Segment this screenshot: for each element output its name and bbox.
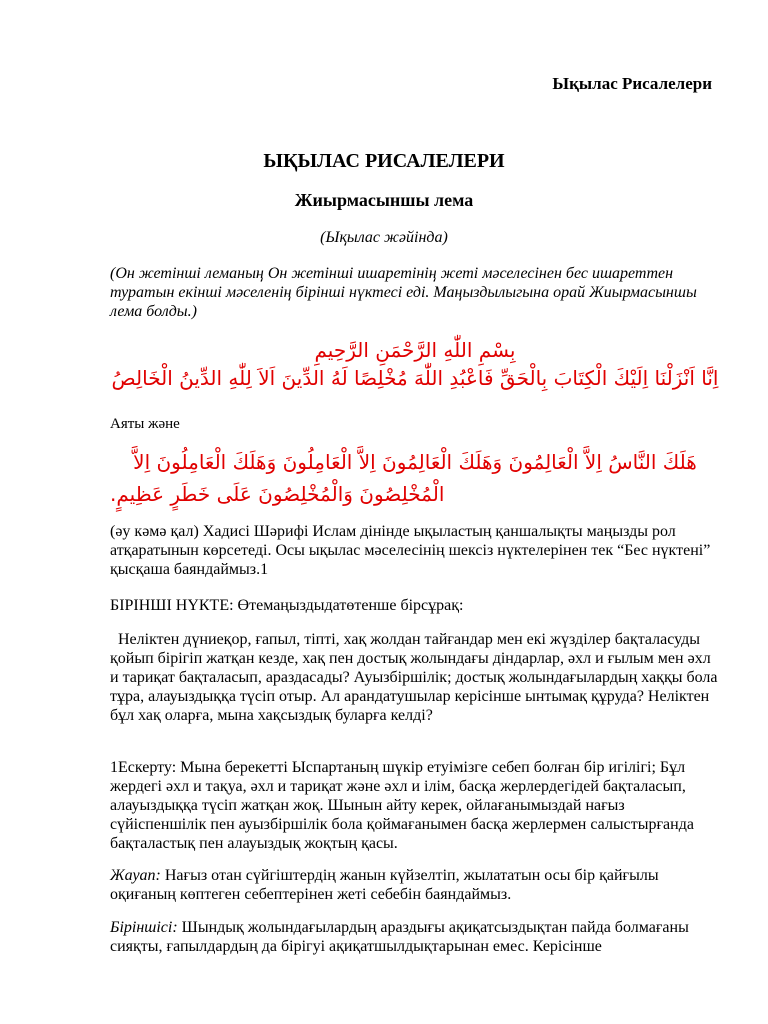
first-reason-text: Шындық жолындағылардың араздығы ақиқатсыздықтан пайда болмағаны сияқты, ғапылдардың да бірігуі ақиқатшылдықтарынан емес. Керісінше (110, 919, 689, 955)
page-title: ЫҚЫЛАС РИСАЛЕЛЕРИ (263, 150, 505, 172)
paragraph-question: Неліктен дүниеқор, ғапыл, тіпті, хақ жолдан тайғандар мен екі жүзділер бақталасуды қойып бірігіп жатқан кезде, хақ пен достық жолындағы діндарлар, әхл и ғылым мен әхл и тариқат бақталасып, араздасады? Ауызбіршілік; достық жолындағылардың хаққы бола тұра, алауыздыққа түсіп отыр. Ал арандатушылар керісінше ынтымақ құруда? Неліктен бұл хақ оларға, мына хақсыздық буларға келді? (110, 631, 718, 724)
arabic-hadith-line-2-text: الْمُخْلِصُونَ وَالْمُخْلِصُونَ عَلَى خَطَرٍ عَظِيمٍ. (110, 482, 445, 506)
answer-lead: Жауап: (110, 867, 161, 884)
paragraph-footnote: 1Ескерту: Мына берекетті Ыспартаның шүкір етуімізге себеп болған бір игілігі; Бұл жердегі әхл и тақуа, әхл и тариқат және әхл и ілім, басқа жерлердегідей бақталасып, алауыздыққа түсіп жатқан жоқ. Шынын айту керек, ойлағанымыздай нағыз сүйіспеншілік пен ауызбіршілік бола қоймағанымен басқа жерлермен салыстырғанда бақталастық пен алауыздық жоқтың қасы. (110, 759, 694, 852)
intro-note: (Он жетінші леманың Он жетінші ишаретінің жеті мәселесінен бес ишареттен туратын екінші мәселенің бірінші нүктесі еді. Маңыздылыгына орай Жиырмасыншы лема болды.) (110, 265, 697, 320)
arabic-hadith-line-2 (110, 482, 720, 506)
paragraph-first-point-heading: БІРІНШІ НҮКТЕ: Өтемаңыздыдатөтенше бірсұрақ: (110, 597, 464, 614)
section-title: Жиырмасыншы лема (294, 190, 474, 210)
ayat-label: Аяты және (110, 416, 180, 432)
paragraph-answer (110, 866, 720, 904)
paragraph-first-reason (110, 918, 720, 956)
section-subject: (Ықылас жәйінда) (320, 229, 448, 246)
paragraph-hadith-commentary: (әу кәмә қал) Хадисі Шәрифі Ислам дінінде ықыластың қаншалықты маңызды рол атқаратынын көрсетеді. Осы ықылас мәселесінің шексіз нүктелерінен тек “Бес нүктені” қысқаша баяндаймыз.1 (110, 523, 711, 578)
answer-text: Нағыз отан сүйгіштердің жанын күйзелтіп, жылататын осы бір қайғылы оқиғаның көптеген себептерінен жеті себебін баяндаймыз. (110, 867, 659, 903)
first-reason-lead: Біріншісі: (110, 919, 178, 936)
arabic-verse: اِنَّا اَنْزَلْنَا اِلَيْكَ الْكِتَابَ بِالْحَقِّ فَاعْبُدِ اللّٰهَ مُخْلِصًا لَهُ الدِّينَ اَلاَ لِلّٰهِ الدِّينُ الْخَالِصُ (111, 366, 719, 390)
arabic-hadith-line-1: هَلَكَ النَّاسُ اِلاَّ الْعَالِمُونَ وَهَلَكَ الْعَالِمُونَ اِلاَّ الْعَامِلُونَ وَهَلَكَ الْعَامِلُونَ اِلاَّ (133, 450, 697, 474)
running-header: Ықылас Рисалелери (552, 74, 712, 93)
arabic-basmala: بِسْمِ اللّٰهِ الرَّحْمَنِ الرَّحِيمِ (314, 338, 516, 362)
